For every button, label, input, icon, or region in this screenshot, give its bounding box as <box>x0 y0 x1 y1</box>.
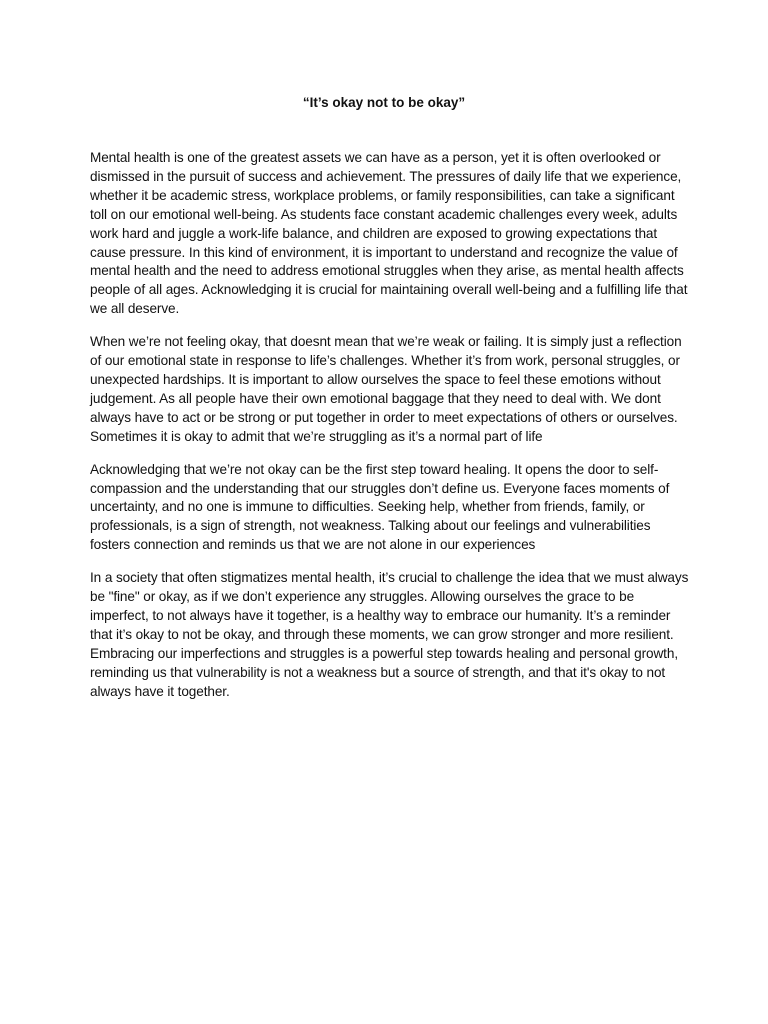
paragraph-2: When we’re not feeling okay, that doesnt mean that we’re weak or failing. It is simply just a reflection of our emotional state in response to life’s challenges. Whether it’s from work, personal struggles, or unexpected hardships. It is important to allow ourselves the space to feel these emotions without judgement. As all people have their own emotional baggage that they need to deal with. We dont always have to act or be strong or put together in order to meet expectations of others or ourselves. Sometimes it is okay to admit that we’re struggling as it’s a normal part of life <box>90 334 682 444</box>
paragraph-3: Acknowledging that we’re not okay can be the first step toward healing. It opens the door to self-compassion and the understanding that our struggles don’t define us. Everyone faces moments of uncertainty, and no one is immune to difficulties. Seeking help, whether from friends, family, or professionals, is a sign of strength, not weakness. Talking about our feelings and vulnerabilities fosters connection and reminds us that we are not alone in our experiences <box>90 461 670 553</box>
document-body <box>90 149 690 715</box>
paragraph-1: Mental health is one of the greatest assets we can have as a person, yet it is often overlooked or dismissed in the pursuit of success and achievement. The pressures of daily life that we experience, whether it be academic stress, workplace problems, or family responsibilities, can take a significant toll on our emotional well-being. As students face constant academic challenges every week, adults work hard and juggle a work-life balance, and children are exposed to growing expectations that cause pressure. In this kind of environment, it is important to understand and recognize the value of mental health and the need to address emotional struggles when they arise, as mental health affects people of all ages. Acknowledging it is crucial for maintaining overall well-being and a fulfilling life that we all deserve. <box>90 150 688 317</box>
document-title: “It’s okay not to be okay” <box>302 95 466 110</box>
paragraph-4: In a society that often stigmatizes mental health, it’s crucial to challenge the idea that we must always be "fine" or okay, as if we don’t experience any struggles. Allowing ourselves the grace to be imperfect, to not always have it together, is a healthy way to embrace our humanity. It’s a reminder that it’s okay to not be okay, and through these moments, we can grow stronger and more resilient. Embracing our imperfections and struggles is a powerful step towards healing and personal growth, reminding us that vulnerability is not a weakness but a source of strength, and that it's okay to not always have it together. <box>90 570 689 699</box>
